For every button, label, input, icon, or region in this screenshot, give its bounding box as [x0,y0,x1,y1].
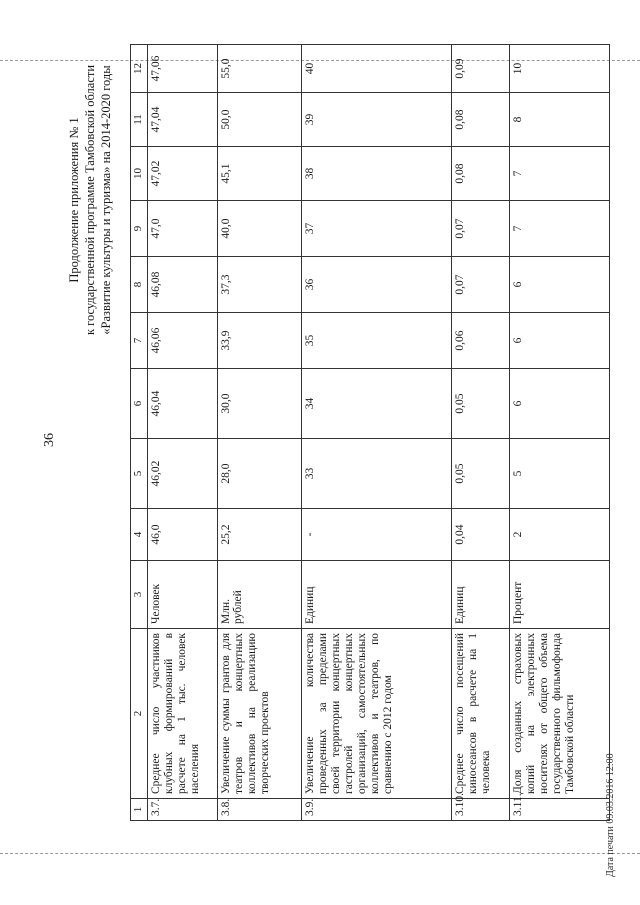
value-cell: 0,07 [452,257,510,313]
column-header: 5 [131,439,148,509]
page-number: 36 [42,433,57,447]
column-header: 9 [131,201,148,257]
column-header: 7 [131,313,148,369]
column-header: 1 [131,799,148,821]
value-cell: 6 [510,369,610,439]
value-cell: 0,05 [452,439,510,509]
value-cell: 0,08 [452,147,510,201]
value-cell: 7 [510,147,610,201]
unit: Млн. рублей [218,561,302,629]
value-cell: 35 [302,313,452,369]
row-code: 3.9. [302,799,452,821]
column-header: 6 [131,369,148,439]
unit: Единиц [302,561,452,629]
table-row [218,45,302,821]
value-cell: 33 [302,439,452,509]
indicator-name: Увеличение количества проведенных за пределами своей территории концертных гастролей концертных организаций, самостоятельных коллективов и театров, по сравнению с 2012 годом [302,629,452,799]
indicators-table [130,44,610,821]
column-header: 11 [131,93,148,147]
print-date: Дата печати 09.03.2016 12:00 [605,753,616,877]
value-cell: 46,02 [148,439,218,509]
value-cell: 0,09 [452,45,510,93]
column-header: 10 [131,147,148,201]
value-cell: 25,2 [218,509,302,561]
table-row [302,45,452,821]
header-row [131,45,148,821]
value-cell: - [302,509,452,561]
value-cell: 46,06 [148,313,218,369]
value-cell: 55,0 [218,45,302,93]
row-code: 3.10. [452,799,510,821]
value-cell: 46,04 [148,369,218,439]
value-cell: 28,0 [218,439,302,509]
value-cell: 47,06 [148,45,218,93]
value-cell: 47,02 [148,147,218,201]
value-cell: 37 [302,201,452,257]
value-cell: 2 [510,509,610,561]
value-cell: 46,08 [148,257,218,313]
table-row [510,45,610,821]
value-cell: 37,3 [218,257,302,313]
value-cell: 40 [302,45,452,93]
indicator-name: Среднее число участников клубных формирований в расчете на 1 тыс. человек населения [148,629,218,799]
value-cell: 34 [302,369,452,439]
value-cell: 6 [510,257,610,313]
value-cell: 0,05 [452,369,510,439]
value-cell: 45,1 [218,147,302,201]
value-cell: 47,0 [148,201,218,257]
unit: Человек [148,561,218,629]
value-cell: 47,04 [148,93,218,147]
value-cell: 6 [510,313,610,369]
row-code: 3.11. [510,799,610,821]
value-cell: 7 [510,201,610,257]
unit: Процент [510,561,610,629]
indicator-name: Увеличение суммы грантов для театров и концертных коллективов на реализацию творческих проектов [218,629,302,799]
column-header: 12 [131,45,148,93]
row-code: 3.7. [148,799,218,821]
header-line: к государственной программе Тамбовской области [83,64,97,336]
table-row [452,45,510,821]
value-cell: 30,0 [218,369,302,439]
value-cell: 50,0 [218,93,302,147]
value-cell: 8 [510,93,610,147]
header-line: Продолжение приложения № 1 [67,117,81,283]
value-cell: 39 [302,93,452,147]
value-cell: 40,0 [218,201,302,257]
value-cell: 0,04 [452,509,510,561]
value-cell: 10 [510,45,610,93]
table-row [148,45,218,821]
value-cell: 0,07 [452,201,510,257]
column-header: 4 [131,509,148,561]
indicator-name: Среднее число посещений киносеансов в расчете на 1 человека [452,629,510,799]
value-cell: 33,9 [218,313,302,369]
column-header: 3 [131,561,148,629]
row-code: 3.8. [218,799,302,821]
unit: Единиц [452,561,510,629]
appendix-header [66,10,114,390]
column-header: 2 [131,629,148,799]
column-header: 8 [131,257,148,313]
value-cell: 36 [302,257,452,313]
value-cell: 0,06 [452,313,510,369]
header-line: «Развитие культуры и туризма» на 2014-2020 годы [99,65,113,335]
indicator-name: Доля созданных страховых копий на электронных носителях от общего объема государственного фильмофонда Тамбовской области [510,629,610,799]
value-cell: 46,0 [148,509,218,561]
value-cell: 5 [510,439,610,509]
value-cell: 0,08 [452,93,510,147]
value-cell: 38 [302,147,452,201]
